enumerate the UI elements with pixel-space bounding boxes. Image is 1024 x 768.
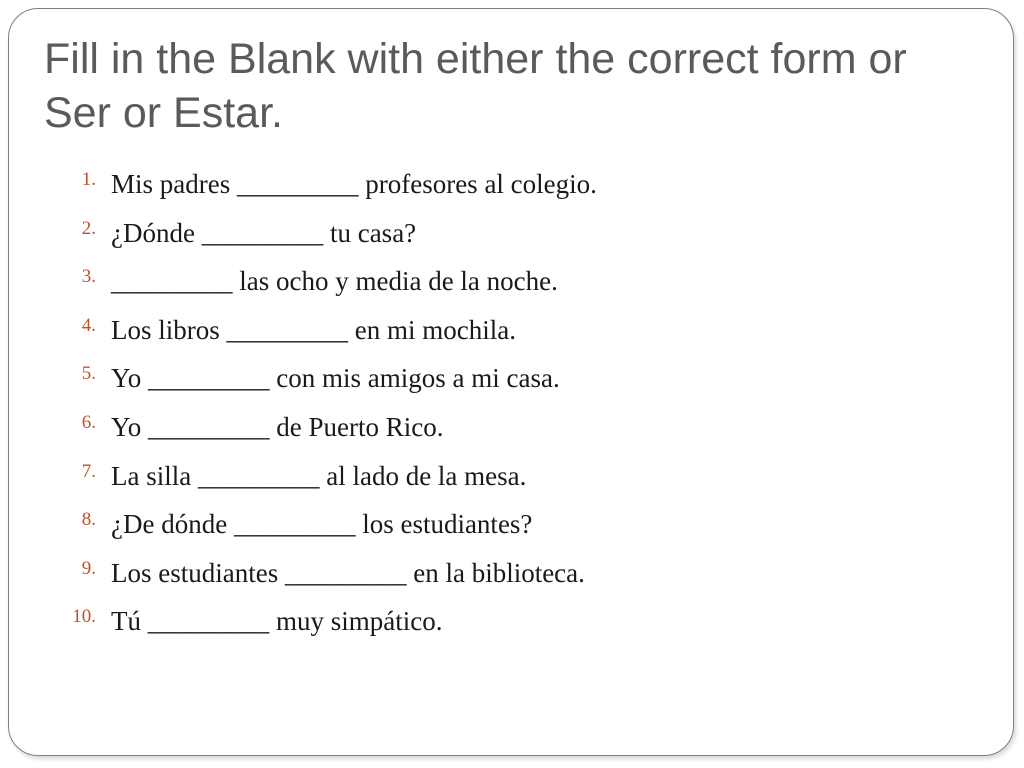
item-number: 8. <box>81 509 96 531</box>
item-text: ¿De dónde _________ los estudiantes? <box>111 509 533 540</box>
item-text: Yo _________ de Puerto Rico. <box>111 411 444 442</box>
item-text: _________ las ocho y media de la noche. <box>111 266 558 297</box>
item-number: 3. <box>81 266 96 288</box>
item-number: 7. <box>81 460 96 482</box>
item-number: 10. <box>72 606 96 628</box>
item-number: 2. <box>81 217 96 239</box>
item-number: 5. <box>81 363 96 385</box>
slide-title: Fill in the Blank with either the correct form or Ser or Estar. <box>44 35 907 137</box>
item-text: Mis padres _________ profesores al colegio. <box>111 169 597 199</box>
item-text: Tú _________ muy simpático. <box>111 606 443 637</box>
item-number: 4. <box>81 314 96 336</box>
item-text: Los estudiantes _________ en la biblioteca. <box>111 557 585 588</box>
item-text: Yo _________ con mis amigos a mi casa. <box>111 363 560 394</box>
item-number: 6. <box>81 411 96 433</box>
item-text: ¿Dónde _________ tu casa? <box>111 217 417 248</box>
item-text: Los libros _________ en mi mochila. <box>111 314 516 345</box>
item-number: 9. <box>81 557 96 579</box>
item-text: La silla _________ al lado de la mesa. <box>111 460 527 491</box>
item-number: 1. <box>81 169 96 190</box>
